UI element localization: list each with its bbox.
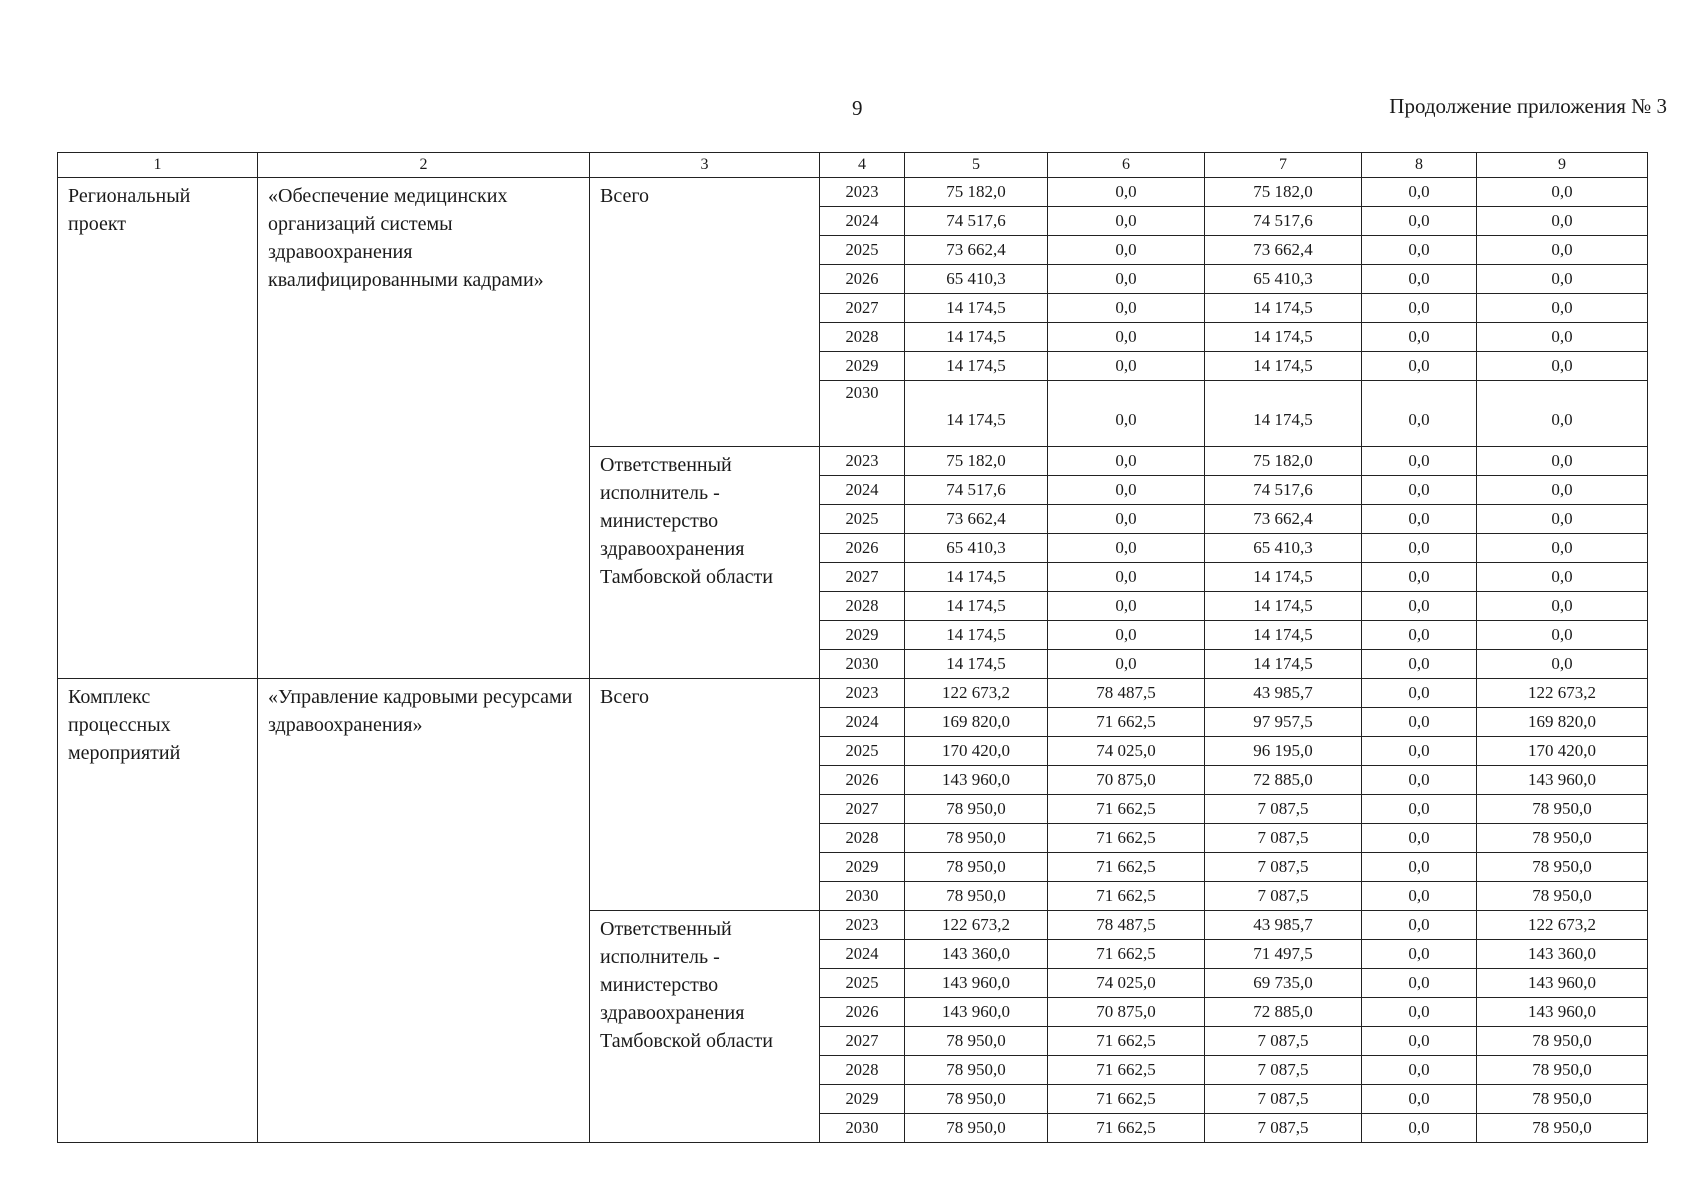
amount-cell: 0,0 [1362,265,1477,294]
amount-cell: 0,0 [1048,476,1205,505]
table-body [58,178,1648,1143]
amount-cell: 78 950,0 [905,882,1048,911]
year-cell: 2023 [820,679,905,708]
item-type-cell: Региональный проект [58,178,258,679]
amount-cell: 73 662,4 [905,505,1048,534]
amount-cell: 169 820,0 [905,708,1048,737]
amount-cell: 71 662,5 [1048,824,1205,853]
year-cell: 2027 [820,294,905,323]
amount-cell: 0,0 [1362,1027,1477,1056]
amount-cell: 71 662,5 [1048,708,1205,737]
amount-cell: 73 662,4 [1205,505,1362,534]
year-cell: 2024 [820,940,905,969]
amount-cell: 169 820,0 [1477,708,1648,737]
year-cell: 2027 [820,1027,905,1056]
amount-cell: 0,0 [1362,650,1477,679]
year-cell: 2025 [820,505,905,534]
amount-cell: 78 950,0 [905,853,1048,882]
year-cell: 2023 [820,178,905,207]
amount-cell: 78 950,0 [1477,853,1648,882]
amount-cell: 0,0 [1362,853,1477,882]
amount-cell: 0,0 [1048,447,1205,476]
amount-cell: 71 662,5 [1048,853,1205,882]
budget-table [57,152,1648,1143]
amount-cell: 0,0 [1048,236,1205,265]
amount-cell: 14 174,5 [1205,650,1362,679]
amount-cell: 0,0 [1048,265,1205,294]
amount-cell: 70 875,0 [1048,998,1205,1027]
year-cell: 2030 [820,381,905,447]
amount-cell: 0,0 [1477,563,1648,592]
amount-cell: 78 950,0 [1477,1114,1648,1143]
amount-cell: 74 025,0 [1048,969,1205,998]
amount-cell: 0,0 [1477,621,1648,650]
amount-cell: 143 360,0 [905,940,1048,969]
amount-cell: 0,0 [1362,592,1477,621]
amount-cell: 0,0 [1477,323,1648,352]
amount-cell: 14 174,5 [905,352,1048,381]
column-header: 1 [58,153,258,178]
amount-cell: 7 087,5 [1205,1027,1362,1056]
item-name-cell: «Управление кадровыми ресурсами здравоохранения» [258,679,590,1143]
funding-source-cell: Всего [590,178,820,447]
amount-cell: 78 950,0 [1477,1056,1648,1085]
year-cell: 2029 [820,853,905,882]
amount-cell: 0,0 [1048,592,1205,621]
amount-cell: 78 950,0 [1477,1085,1648,1114]
amount-cell: 143 960,0 [1477,969,1648,998]
amount-cell: 143 960,0 [905,766,1048,795]
amount-cell: 0,0 [1477,381,1648,447]
year-cell: 2030 [820,882,905,911]
amount-cell: 14 174,5 [1205,563,1362,592]
table-row [58,679,1648,708]
column-header: 4 [820,153,905,178]
amount-cell: 0,0 [1477,476,1648,505]
funding-source-cell: Всего [590,679,820,911]
year-cell: 2027 [820,795,905,824]
amount-cell: 78 950,0 [905,1056,1048,1085]
amount-cell: 122 673,2 [905,911,1048,940]
amount-cell: 74 517,6 [905,207,1048,236]
year-cell: 2023 [820,447,905,476]
column-number-row [58,153,1648,178]
amount-cell: 74 517,6 [1205,476,1362,505]
year-cell: 2025 [820,737,905,766]
amount-cell: 72 885,0 [1205,766,1362,795]
year-cell: 2028 [820,323,905,352]
amount-cell: 96 195,0 [1205,737,1362,766]
amount-cell: 0,0 [1362,505,1477,534]
amount-cell: 78 950,0 [905,1114,1048,1143]
amount-cell: 14 174,5 [1205,294,1362,323]
amount-cell: 0,0 [1477,650,1648,679]
amount-cell: 0,0 [1362,476,1477,505]
amount-cell: 0,0 [1477,207,1648,236]
amount-cell: 14 174,5 [1205,592,1362,621]
amount-cell: 78 950,0 [905,824,1048,853]
amount-cell: 14 174,5 [905,323,1048,352]
amount-cell: 0,0 [1048,352,1205,381]
year-cell: 2029 [820,1085,905,1114]
amount-cell: 78 950,0 [905,1085,1048,1114]
amount-cell: 0,0 [1362,323,1477,352]
amount-cell: 78 950,0 [1477,882,1648,911]
amount-cell: 97 957,5 [1205,708,1362,737]
year-cell: 2028 [820,824,905,853]
amount-cell: 75 182,0 [1205,178,1362,207]
page-number: 9 [852,96,863,120]
year-cell: 2024 [820,207,905,236]
amount-cell: 7 087,5 [1205,882,1362,911]
amount-cell: 70 875,0 [1048,766,1205,795]
amount-cell: 0,0 [1362,621,1477,650]
amount-cell: 0,0 [1362,679,1477,708]
amount-cell: 0,0 [1048,563,1205,592]
amount-cell: 78 950,0 [1477,795,1648,824]
year-cell: 2026 [820,998,905,1027]
item-type-cell: Комплекс процессных мероприятий [58,679,258,1143]
amount-cell: 143 960,0 [1477,766,1648,795]
amount-cell: 0,0 [1362,447,1477,476]
amount-cell: 14 174,5 [905,592,1048,621]
amount-cell: 0,0 [1362,882,1477,911]
amount-cell: 71 662,5 [1048,1085,1205,1114]
amount-cell: 75 182,0 [905,447,1048,476]
column-header: 6 [1048,153,1205,178]
amount-cell: 0,0 [1362,911,1477,940]
amount-cell: 78 950,0 [1477,824,1648,853]
amount-cell: 74 025,0 [1048,737,1205,766]
year-cell: 2030 [820,650,905,679]
amount-cell: 65 410,3 [1205,265,1362,294]
amount-cell: 143 960,0 [1477,998,1648,1027]
year-cell: 2026 [820,766,905,795]
amount-cell: 0,0 [1362,766,1477,795]
item-name-cell: «Обеспечение медицинских организаций системы здравоохранения квалифицированными кадрами» [258,178,590,679]
amount-cell: 14 174,5 [1205,381,1362,447]
amount-cell: 122 673,2 [1477,679,1648,708]
column-header: 9 [1477,153,1648,178]
amount-cell: 74 517,6 [905,476,1048,505]
amount-cell: 7 087,5 [1205,1114,1362,1143]
amount-cell: 0,0 [1362,381,1477,447]
amount-cell: 71 662,5 [1048,1027,1205,1056]
amount-cell: 71 497,5 [1205,940,1362,969]
funding-source-cell: Ответственный исполнитель - министерство здравоохранения Тамбовской области [590,447,820,679]
amount-cell: 75 182,0 [1205,447,1362,476]
amount-cell: 73 662,4 [1205,236,1362,265]
amount-cell: 0,0 [1477,236,1648,265]
amount-cell: 14 174,5 [905,621,1048,650]
year-cell: 2026 [820,265,905,294]
amount-cell: 0,0 [1362,998,1477,1027]
amount-cell: 78 487,5 [1048,911,1205,940]
amount-cell: 43 985,7 [1205,911,1362,940]
amount-cell: 0,0 [1477,294,1648,323]
amount-cell: 0,0 [1362,178,1477,207]
year-cell: 2026 [820,534,905,563]
year-cell: 2024 [820,708,905,737]
amount-cell: 0,0 [1048,294,1205,323]
amount-cell: 14 174,5 [905,294,1048,323]
amount-cell: 0,0 [1362,1114,1477,1143]
amount-cell: 78 950,0 [905,795,1048,824]
amount-cell: 0,0 [1362,294,1477,323]
amount-cell: 7 087,5 [1205,1085,1362,1114]
column-header: 7 [1205,153,1362,178]
amount-cell: 78 487,5 [1048,679,1205,708]
amount-cell: 14 174,5 [905,650,1048,679]
amount-cell: 14 174,5 [1205,323,1362,352]
year-cell: 2023 [820,911,905,940]
amount-cell: 0,0 [1477,265,1648,294]
column-header: 5 [905,153,1048,178]
year-cell: 2024 [820,476,905,505]
amount-cell: 0,0 [1048,178,1205,207]
amount-cell: 71 662,5 [1048,1056,1205,1085]
funding-source-cell: Ответственный исполнитель - министерство здравоохранения Тамбовской области [590,911,820,1143]
amount-cell: 14 174,5 [905,563,1048,592]
year-cell: 2028 [820,592,905,621]
amount-cell: 170 420,0 [1477,737,1648,766]
amount-cell: 0,0 [1048,207,1205,236]
year-cell: 2027 [820,563,905,592]
appendix-continuation-note: Продолжение приложения № 3 [1389,94,1667,118]
amount-cell: 143 360,0 [1477,940,1648,969]
column-header: 8 [1362,153,1477,178]
year-cell: 2028 [820,1056,905,1085]
amount-cell: 73 662,4 [905,236,1048,265]
amount-cell: 0,0 [1362,824,1477,853]
year-cell: 2029 [820,621,905,650]
year-cell: 2029 [820,352,905,381]
amount-cell: 0,0 [1477,534,1648,563]
amount-cell: 71 662,5 [1048,1114,1205,1143]
amount-cell: 43 985,7 [1205,679,1362,708]
amount-cell: 7 087,5 [1205,1056,1362,1085]
amount-cell: 75 182,0 [905,178,1048,207]
year-cell: 2025 [820,969,905,998]
amount-cell: 74 517,6 [1205,207,1362,236]
amount-cell: 0,0 [1362,1085,1477,1114]
amount-cell: 72 885,0 [1205,998,1362,1027]
amount-cell: 65 410,3 [905,534,1048,563]
amount-cell: 0,0 [1477,178,1648,207]
amount-cell: 0,0 [1362,795,1477,824]
amount-cell: 122 673,2 [1477,911,1648,940]
amount-cell: 65 410,3 [905,265,1048,294]
amount-cell: 69 735,0 [1205,969,1362,998]
amount-cell: 0,0 [1048,323,1205,352]
amount-cell: 0,0 [1362,708,1477,737]
amount-cell: 7 087,5 [1205,795,1362,824]
amount-cell: 78 950,0 [905,1027,1048,1056]
amount-cell: 0,0 [1048,381,1205,447]
amount-cell: 0,0 [1362,969,1477,998]
amount-cell: 0,0 [1362,737,1477,766]
column-header: 2 [258,153,590,178]
amount-cell: 0,0 [1362,236,1477,265]
amount-cell: 0,0 [1362,940,1477,969]
amount-cell: 78 950,0 [1477,1027,1648,1056]
amount-cell: 0,0 [1477,505,1648,534]
amount-cell: 0,0 [1477,447,1648,476]
amount-cell: 65 410,3 [1205,534,1362,563]
amount-cell: 143 960,0 [905,998,1048,1027]
amount-cell: 7 087,5 [1205,853,1362,882]
amount-cell: 143 960,0 [905,969,1048,998]
budget-table-container [57,152,1648,1143]
amount-cell: 170 420,0 [905,737,1048,766]
amount-cell: 71 662,5 [1048,882,1205,911]
column-header: 3 [590,153,820,178]
amount-cell: 14 174,5 [1205,621,1362,650]
table-row [58,178,1648,207]
amount-cell: 0,0 [1362,352,1477,381]
year-cell: 2025 [820,236,905,265]
amount-cell: 122 673,2 [905,679,1048,708]
amount-cell: 0,0 [1362,534,1477,563]
amount-cell: 7 087,5 [1205,824,1362,853]
amount-cell: 71 662,5 [1048,940,1205,969]
amount-cell: 71 662,5 [1048,795,1205,824]
amount-cell: 0,0 [1048,505,1205,534]
amount-cell: 0,0 [1477,592,1648,621]
amount-cell: 0,0 [1362,207,1477,236]
amount-cell: 0,0 [1048,621,1205,650]
amount-cell: 0,0 [1362,1056,1477,1085]
amount-cell: 0,0 [1477,352,1648,381]
amount-cell: 14 174,5 [905,381,1048,447]
amount-cell: 14 174,5 [1205,352,1362,381]
amount-cell: 0,0 [1048,534,1205,563]
amount-cell: 0,0 [1048,650,1205,679]
amount-cell: 0,0 [1362,563,1477,592]
year-cell: 2030 [820,1114,905,1143]
